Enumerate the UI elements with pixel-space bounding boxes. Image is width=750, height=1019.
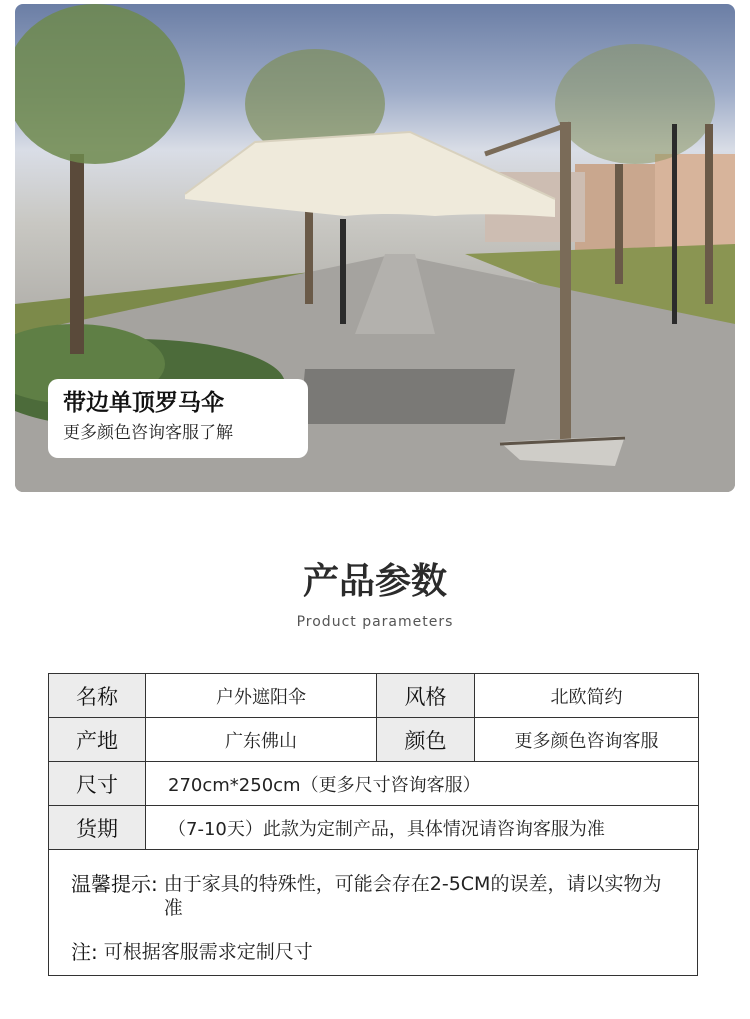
section-subtitle: Product parameters	[296, 614, 454, 630]
size-value: 270cm*250cm（更多尺寸咨询客服）	[146, 762, 699, 806]
note-row	[71, 940, 677, 964]
style-label: 风格	[377, 674, 475, 718]
tip-label: 温馨提示:	[71, 872, 158, 896]
name-label: 名称	[49, 674, 146, 718]
delivery-value: （7-10天）此款为定制产品，具体情况请咨询客服为准	[146, 806, 699, 850]
style-value: 北欧简约	[475, 674, 699, 718]
delivery-label: 货期	[49, 806, 146, 850]
product-title: 带边单顶罗马伞	[63, 390, 224, 416]
product-badge	[48, 379, 308, 458]
size-label: 尺寸	[49, 762, 146, 806]
notes-box	[48, 849, 698, 976]
note-text: 可根据客服需求定制尺寸	[103, 941, 313, 963]
product-params-table	[48, 673, 699, 850]
color-label: 颜色	[377, 718, 475, 762]
origin-label: 产地	[49, 718, 146, 762]
tip-row	[71, 872, 677, 920]
table-row	[49, 718, 699, 762]
product-subtitle: 更多颜色咨询客服了解	[63, 423, 233, 443]
section-title: 产品参数	[302, 560, 447, 602]
table-row	[49, 674, 699, 718]
table-row	[49, 806, 699, 850]
tip-text: 由于家具的特殊性，可能会存在2-5CM的误差，请以实物为准	[163, 873, 662, 919]
product-photo	[15, 4, 735, 492]
table-row	[49, 762, 699, 806]
color-value: 更多颜色咨询客服	[475, 718, 699, 762]
note-label: 注:	[71, 940, 98, 964]
name-value: 户外遮阳伞	[146, 674, 377, 718]
origin-value: 广东佛山	[146, 718, 377, 762]
